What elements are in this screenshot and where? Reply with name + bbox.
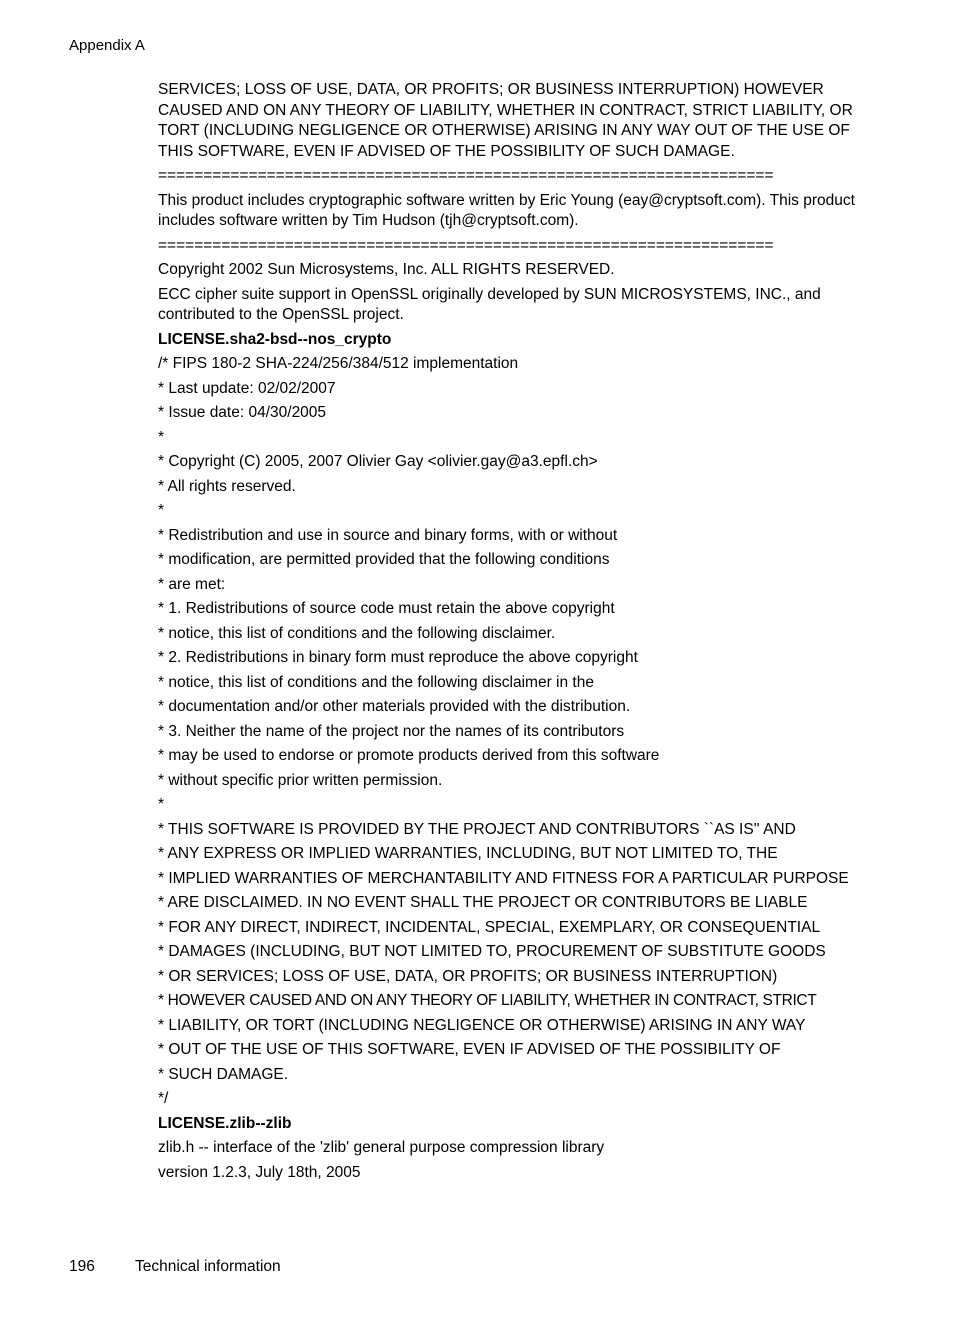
license-line: * Last update: 02/02/2007 [158,379,336,397]
license-line: */ [158,1090,169,1107]
license-line: * Issue date: 04/30/2005 [158,404,327,421]
license-line: zlib.h -- interface of the 'zlib' general purpose compression library [158,1139,605,1156]
license-line: * notice, this list of conditions and the following disclaimer. [158,624,556,642]
license-heading: LICENSE.zlib--zlib [158,1114,292,1132]
license-line: * OUT OF THE USE OF THIS SOFTWARE, EVEN IF ADVISED OF THE POSSIBILITY OF [158,1041,781,1058]
license-line: * Redistribution and use in source and binary forms, with or without [158,526,618,544]
license-line: * THIS SOFTWARE IS PROVIDED BY THE PROJECT AND CONTRIBUTORS ``AS IS'' AND [158,820,796,838]
license-line: * documentation and/or other materials provided with the distribution. [158,698,631,715]
license-line: * ARE DISCLAIMED. IN NO EVENT SHALL THE PROJECT OR CONTRIBUTORS BE LIABLE [158,894,808,911]
license-line: ECC cipher suite support in OpenSSL originally developed by SUN MICROSYSTEMS, INC., and contributed to the OpenSSL project. [158,285,821,323]
license-line: * 2. Redistributions in binary form must reproduce the above copyright [158,649,638,666]
separator-line: ==================================================================== [158,236,774,254]
separator-line: ==================================================================== [158,167,774,184]
license-line: * without specific prior written permission. [158,771,443,789]
running-header [69,37,145,55]
license-heading: LICENSE.sha2-bsd--nos_crypto [158,330,392,348]
license-line: * [158,428,165,446]
license-line: * [158,796,165,813]
license-line: * may be used to endorse or promote products derived from this software [158,747,660,764]
license-line: This product includes cryptographic software written by Eric Young (eay@cryptsoft.com). This product includes software written by Tim Hudson (tjh@cryptsoft.com). [158,191,855,229]
license-line: * IMPLIED WARRANTIES OF MERCHANTABILITY AND FITNESS FOR A PARTICULAR PURPOSE [158,869,849,887]
license-line: * All rights reserved. [158,477,296,495]
license-line: Copyright 2002 Sun Microsystems, Inc. ALL RIGHTS RESERVED. [158,261,615,278]
header-title: Appendix A [69,37,145,54]
license-line: * notice, this list of conditions and the following disclaimer in the [158,673,594,691]
license-line: * OR SERVICES; LOSS OF USE, DATA, OR PROFITS; OR BUSINESS INTERRUPTION) [158,967,778,985]
license-line: * FOR ANY DIRECT, INDIRECT, INCIDENTAL, SPECIAL, EXEMPLARY, OR CONSEQUENTIAL [158,918,821,936]
license-line: * modification, are permitted provided that the following conditions [158,551,610,568]
license-line: * Copyright (C) 2005, 2007 Olivier Gay <olivier.gay@a3.epfl.ch> [158,453,598,470]
license-line: * LIABILITY, OR TORT (INCLUDING NEGLIGENCE OR OTHERWISE) ARISING IN ANY WAY [158,1016,806,1034]
license-line: * ANY EXPRESS OR IMPLIED WARRANTIES, INCLUDING, BUT NOT LIMITED TO, THE [158,845,778,862]
license-line: /* FIPS 180-2 SHA-224/256/384/512 implementation [158,355,519,372]
license-line: * HOWEVER CAUSED AND ON ANY THEORY OF LIABILITY, WHETHER IN CONTRACT, STRICT [158,992,817,1009]
license-line: * [158,502,165,519]
running-footer [69,1258,281,1276]
license-line: * are met: [158,575,226,593]
license-text-body [158,80,878,1187]
footer-section-title: Technical information [135,1258,281,1275]
license-line: * DAMAGES (INCLUDING, BUT NOT LIMITED TO, PROCUREMENT OF SUBSTITUTE GOODS [158,943,826,960]
license-line: * 1. Redistributions of source code must retain the above copyright [158,600,615,617]
license-line: SERVICES; LOSS OF USE, DATA, OR PROFITS; OR BUSINESS INTERRUPTION) HOWEVER CAUSED AND ON ANY THEORY OF LIABILITY, WHETHER IN CONTRACT, STRICT LIABILITY, OR TORT (INCLUDING NEGLIGENCE OR OTHERWISE) ARISING IN ANY WAY OUT OF THE USE OF THIS SOFTWARE, EVEN IF ADVISED OF THE POSSIBILITY OF SUCH DAMAGE. [158,81,853,160]
license-line: * SUCH DAMAGE. [158,1065,289,1083]
license-line: version 1.2.3, July 18th, 2005 [158,1163,361,1181]
page-number: 196 [69,1258,95,1275]
license-line: * 3. Neither the name of the project nor the names of its contributors [158,722,625,740]
